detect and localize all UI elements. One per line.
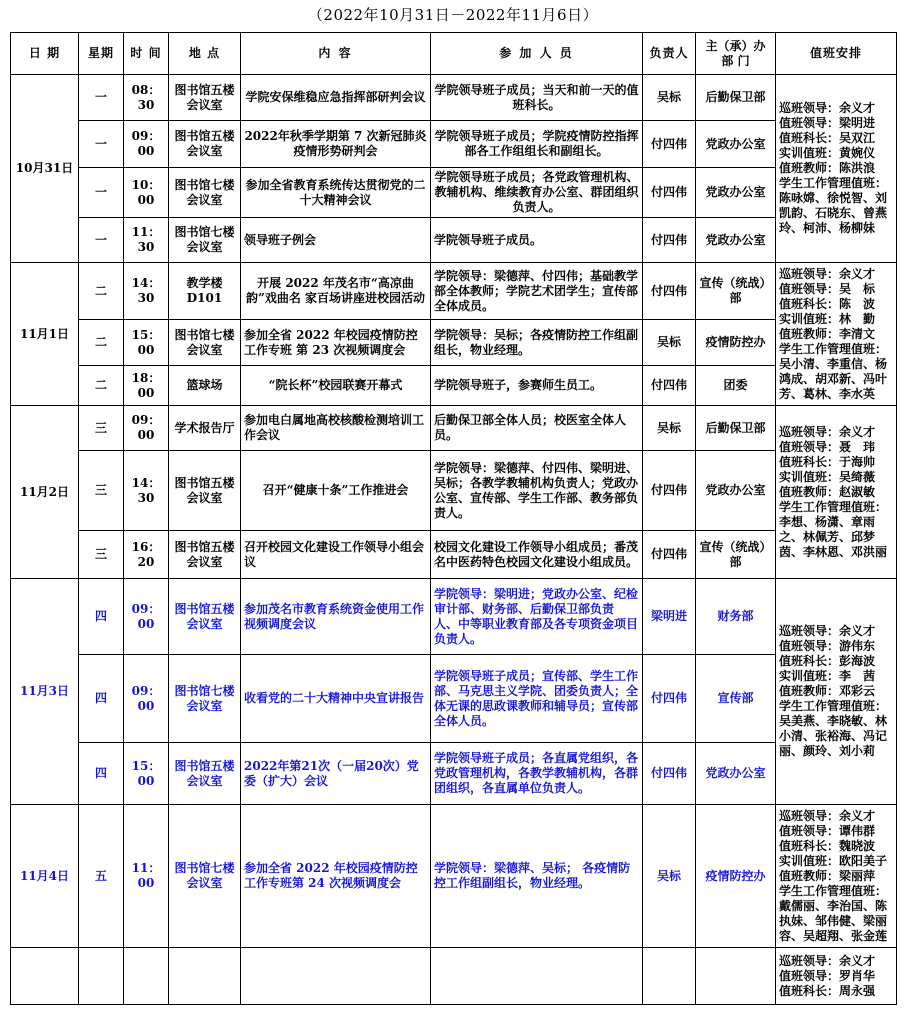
table-row [11, 121, 897, 168]
column-header-content: 内 容 [241, 33, 431, 75]
duty-line: 巡班领导：余义才 [779, 424, 876, 439]
place-cell: 学术报告厅 [169, 406, 241, 451]
department-cell: 后勤保卫部 [696, 75, 776, 121]
duty-arrangement-cell [776, 579, 897, 805]
content-cell: 参加全省 2022 年校园疫情防控工作专班第 24 次视频调度会 [241, 805, 431, 948]
duty-students: 陈咏嫦、徐悦智、刘凯韵、石晓东、曾燕玲、柯沛、杨柳妹 [779, 191, 888, 235]
department-cell: 党政办公室 [696, 743, 776, 805]
department-cell: 党政办公室 [696, 218, 776, 263]
time-cell: 09：00 [124, 579, 169, 655]
place-cell [169, 948, 241, 1005]
weekday-cell: 三 [79, 531, 124, 579]
duty-arrangement-cell [776, 75, 897, 263]
participants-cell: 校园文化建设工作领导小组成员；番茂名中医药特色校园文化建设小组成员。 [431, 531, 643, 579]
content-cell: 参加全省教育系统传达贯彻党的二十大精神会议 [241, 168, 431, 218]
weekday-cell: 一 [79, 168, 124, 218]
time-cell [124, 948, 169, 1005]
owner-cell: 吴标 [643, 406, 696, 451]
duty-line: 值班教师：赵淑敏 [779, 484, 876, 499]
time-cell: 10：00 [124, 168, 169, 218]
duty-line: 实训值班：欧阳美子 [779, 853, 888, 868]
duty-line: 巡班领导：余义才 [779, 624, 876, 638]
table-row [11, 320, 897, 366]
time-cell: 09：00 [124, 406, 169, 451]
duty-line: 巡班领导：余义才 [779, 808, 876, 823]
place-cell: 篮球场 [169, 366, 241, 406]
column-header-department [696, 33, 776, 75]
time-cell: 08：30 [124, 75, 169, 121]
table-row [11, 263, 897, 320]
weekday-cell: 五 [79, 805, 124, 948]
weekday-cell: 四 [79, 743, 124, 805]
table-header [11, 33, 897, 75]
content-cell: 参加电白属地高校核酸检测培训工作会议 [241, 406, 431, 451]
time-cell: 09：00 [124, 121, 169, 168]
place-cell: 图书馆五楼会议室 [169, 451, 241, 531]
table-row [11, 218, 897, 263]
duty-students: 戴儒丽、李治国、陈执妹、邹伟健、梁丽容、吴超翔、张金莲 [779, 898, 888, 943]
department-cell: 团委 [696, 366, 776, 406]
duty-students: 吴美燕、李晓敏、林小清、张裕海、冯记丽、颜玲、刘小莉 [779, 714, 888, 758]
content-cell: 开展 2022 年茂名市“高凉曲韵”戏曲名 家百场讲座进校园活动 [241, 263, 431, 320]
duty-line: 值班科长：吴双江 [779, 131, 876, 145]
duty-line: 值班领导：吴 标 [779, 281, 876, 296]
participants-cell: 学院领导班子成员；各直属党组织，各党政管理机构，各教学教辅机构，各群团组织，各直属单位负责人。 [431, 743, 643, 805]
duty-line: 值班领导：梁明进 [779, 116, 876, 130]
date-cell: 10月31日 [11, 75, 79, 263]
weekday-cell: 三 [79, 451, 124, 531]
content-cell: 参加全省 2022 年校园疫情防控工作专班 第 23 次视频调度会 [241, 320, 431, 366]
time-cell: 14：30 [124, 451, 169, 531]
duty-line: 值班科长：于海帅 [779, 454, 876, 469]
department-cell: 财务部 [696, 579, 776, 655]
content-cell: 召开“健康十条”工作推进会 [241, 451, 431, 531]
participants-cell: 学院领导班子，参赛师生员工。 [431, 366, 643, 406]
department-cell: 党政办公室 [696, 121, 776, 168]
weekday-cell: 四 [79, 655, 124, 743]
participants-cell [431, 948, 643, 1005]
duty-line: 实训值班：吴绮薇 [779, 469, 876, 484]
participants-cell: 学院领导：梁德萍、吴标； 各疫情防控工作组副组长，物业经理。 [431, 805, 643, 948]
weekday-cell: 一 [79, 121, 124, 168]
weekday-cell [79, 948, 124, 1005]
place-cell: 图书馆七楼会议室 [169, 655, 241, 743]
participants-cell: 学院领导班子成员；宣传部、学生工作部、马克思主义学院、团委负责人；全体无课的思政课教师和辅导员；宣传部全体人员。 [431, 655, 643, 743]
owner-cell: 吴标 [643, 320, 696, 366]
date-cell: 11月2日 [11, 406, 79, 579]
place-cell: 图书馆五楼会议室 [169, 75, 241, 121]
weekday-cell: 二 [79, 366, 124, 406]
content-cell: 收看党的二十大精神中央宣讲报告 [241, 655, 431, 743]
duty-arrangement-cell [776, 263, 897, 406]
participants-cell: 学院领导：梁德萍、付四伟；基础教学部全体教师；学院艺术团学生；宣传部全体成员。 [431, 263, 643, 320]
column-header-date: 日 期 [11, 33, 79, 75]
duty-line: 实训值班：李 茜 [779, 669, 876, 683]
owner-cell: 付四伟 [643, 451, 696, 531]
header-row [11, 33, 897, 75]
participants-cell: 学院领导班子成员；各党政管理机构、教辅机构、维续教育办公室、群团组织负责人。 [431, 168, 643, 218]
date-cell [11, 948, 79, 1005]
place-cell: 图书馆五楼会议室 [169, 531, 241, 579]
content-cell: 2022年秋季学期第 7 次新冠肺炎疫情形势研判会 [241, 121, 431, 168]
owner-cell: 付四伟 [643, 263, 696, 320]
content-cell: 参加茂名市教育系统资金使用工作视频调度会议 [241, 579, 431, 655]
department-cell: 后勤保卫部 [696, 406, 776, 451]
duty-arrangement-cell [776, 805, 897, 948]
weekday-cell: 四 [79, 579, 124, 655]
table-row [11, 168, 897, 218]
column-header-place: 地 点 [169, 33, 241, 75]
participants-cell: 学院领导：吴标；各疫情防控工作组副组长，物业经理。 [431, 320, 643, 366]
table-row [11, 655, 897, 743]
duty-line: 巡班领导：余义才 [779, 953, 876, 968]
content-cell: 领导班子例会 [241, 218, 431, 263]
time-cell: 14：30 [124, 263, 169, 320]
table-row [11, 579, 897, 655]
column-header-time: 时 间 [124, 33, 169, 75]
column-header-owner: 负责人 [643, 33, 696, 75]
duty-line: 值班科长：彭海波 [779, 654, 876, 668]
time-cell: 15：00 [124, 320, 169, 366]
table-row [11, 366, 897, 406]
department-header-line1: 主（承）办 [705, 38, 766, 53]
place-cell: 图书馆七楼会议室 [169, 805, 241, 948]
owner-cell: 付四伟 [643, 168, 696, 218]
department-cell: 党政办公室 [696, 168, 776, 218]
department-cell: 疫情防控办 [696, 320, 776, 366]
owner-cell: 吴标 [643, 805, 696, 948]
duty-students: 吴小清、李重信、杨鸿成、胡邓新、冯叶芳、葛林、李水英 [779, 356, 888, 401]
table-row [11, 406, 897, 451]
owner-cell: 付四伟 [643, 218, 696, 263]
participants-cell: 学院领导：梁德萍、付四伟、梁明进、吴标；各教学教辅机构负责人；党政办公室、宣传部、学生工作部、教务部负责人。 [431, 451, 643, 531]
owner-cell [643, 948, 696, 1005]
weekday-cell: 二 [79, 263, 124, 320]
duty-line: 值班教师：陈洪浪 [779, 161, 876, 175]
duty-line: 学生工作管理值班： [779, 499, 888, 514]
duty-line: 巡班领导：余义才 [779, 101, 876, 115]
participants-cell: 学院领导班子成员；当天和前一天的值班科长。 [431, 75, 643, 121]
column-header-duty: 值班安排 [776, 33, 897, 75]
duty-line: 值班教师：梁丽萍 [779, 868, 876, 883]
content-cell [241, 948, 431, 1005]
table-row [11, 531, 897, 579]
duty-line: 学生工作管理值班： [779, 883, 888, 898]
content-cell: 2022年第21次（一届20次）党委（扩大）会议 [241, 743, 431, 805]
time-cell: 15：00 [124, 743, 169, 805]
duty-line: 实训值班：黄婉仪 [779, 146, 876, 160]
owner-cell: 付四伟 [643, 121, 696, 168]
time-cell: 11：00 [124, 805, 169, 948]
content-cell: 学院安保维稳应急指挥部研判会议 [241, 75, 431, 121]
weekday-cell: 一 [79, 218, 124, 263]
owner-cell: 付四伟 [643, 366, 696, 406]
place-cell: 图书馆七楼会议室 [169, 320, 241, 366]
duty-line: 实训值班：林 勤 [779, 311, 876, 326]
department-cell [696, 948, 776, 1005]
weekday-cell: 三 [79, 406, 124, 451]
owner-cell: 付四伟 [643, 743, 696, 805]
duty-line: 学生工作管理值班： [779, 176, 888, 190]
column-header-weekday: 星期 [79, 33, 124, 75]
duty-line: 值班科长：陈 波 [779, 296, 876, 311]
date-cell: 11月4日 [11, 805, 79, 948]
duty-line: 学生工作管理值班： [779, 699, 888, 713]
duty-line: 值班科长：周永强 [779, 983, 876, 998]
time-cell: 09：00 [124, 655, 169, 743]
table-row [11, 743, 897, 805]
owner-cell: 付四伟 [643, 655, 696, 743]
duty-line: 值班领导：罗肖华 [779, 968, 876, 983]
duty-line: 值班领导：游伟东 [779, 639, 876, 653]
date-cell: 11月3日 [11, 579, 79, 805]
place-cell: 图书馆五楼会议室 [169, 121, 241, 168]
table-body [11, 75, 897, 1005]
duty-arrangement-cell [776, 406, 897, 579]
table-row [11, 948, 897, 1005]
participants-cell: 后勤保卫部全体人员；校医室全体人员。 [431, 406, 643, 451]
department-cell: 疫情防控办 [696, 805, 776, 948]
time-cell: 16：20 [124, 531, 169, 579]
content-cell: 召开校园文化建设工作领导小组会议 [241, 531, 431, 579]
department-cell: 宣传部 [696, 655, 776, 743]
place-cell: 图书馆七楼会议室 [169, 218, 241, 263]
duty-line: 值班科长：魏晓波 [779, 838, 876, 853]
table-row [11, 805, 897, 948]
place-cell: 图书馆五楼会议室 [169, 579, 241, 655]
duty-students: 李想、杨潇、章雨之、林佩芳、邱梦茵、李林恩、邓洪丽 [779, 514, 888, 559]
owner-cell: 付四伟 [643, 531, 696, 579]
date-cell: 11月1日 [11, 263, 79, 406]
weekday-cell: 二 [79, 320, 124, 366]
column-header-participants: 参 加 人 员 [431, 33, 643, 75]
weekday-cell: 一 [79, 75, 124, 121]
time-cell: 11：30 [124, 218, 169, 263]
duty-line: 巡班领导：余义才 [779, 266, 876, 281]
table-row [11, 75, 897, 121]
schedule-table [10, 32, 897, 1005]
owner-cell: 梁明进 [643, 579, 696, 655]
duty-line: 值班教师：邓彩云 [779, 684, 876, 698]
place-cell: 图书馆五楼会议室 [169, 743, 241, 805]
place-cell: 图书馆七楼会议室 [169, 168, 241, 218]
page-title: （2022年10月31日－2022年11月6日） [307, 6, 599, 24]
table-row [11, 451, 897, 531]
participants-cell: 学院领导班子成员。 [431, 218, 643, 263]
duty-line: 学生工作管理值班： [779, 341, 888, 356]
department-header-line2: 部 门 [721, 53, 750, 68]
department-cell: 宣传（统战）部 [696, 263, 776, 320]
participants-cell: 学院领导班子成员；学院疫情防控指挥部各工作组组长和副组长。 [431, 121, 643, 168]
duty-line: 值班教师：李清文 [779, 326, 876, 341]
duty-arrangement-cell [776, 948, 897, 1005]
time-cell: 18：00 [124, 366, 169, 406]
department-cell: 宣传（统战）部 [696, 531, 776, 579]
department-cell: 党政办公室 [696, 451, 776, 531]
content-cell: “院长杯”校园联赛开幕式 [241, 366, 431, 406]
duty-line: 值班领导：谭伟群 [779, 823, 876, 838]
participants-cell: 学院领导：梁明进；党政办公室、纪检审计部、财务部、后勤保卫部负责 人、中等职业教育部及各专项资金项目负责人。 [431, 579, 643, 655]
owner-cell: 吴标 [643, 75, 696, 121]
place-cell: 教学楼D101 [169, 263, 241, 320]
duty-line: 值班领导：聂 玮 [779, 439, 876, 454]
